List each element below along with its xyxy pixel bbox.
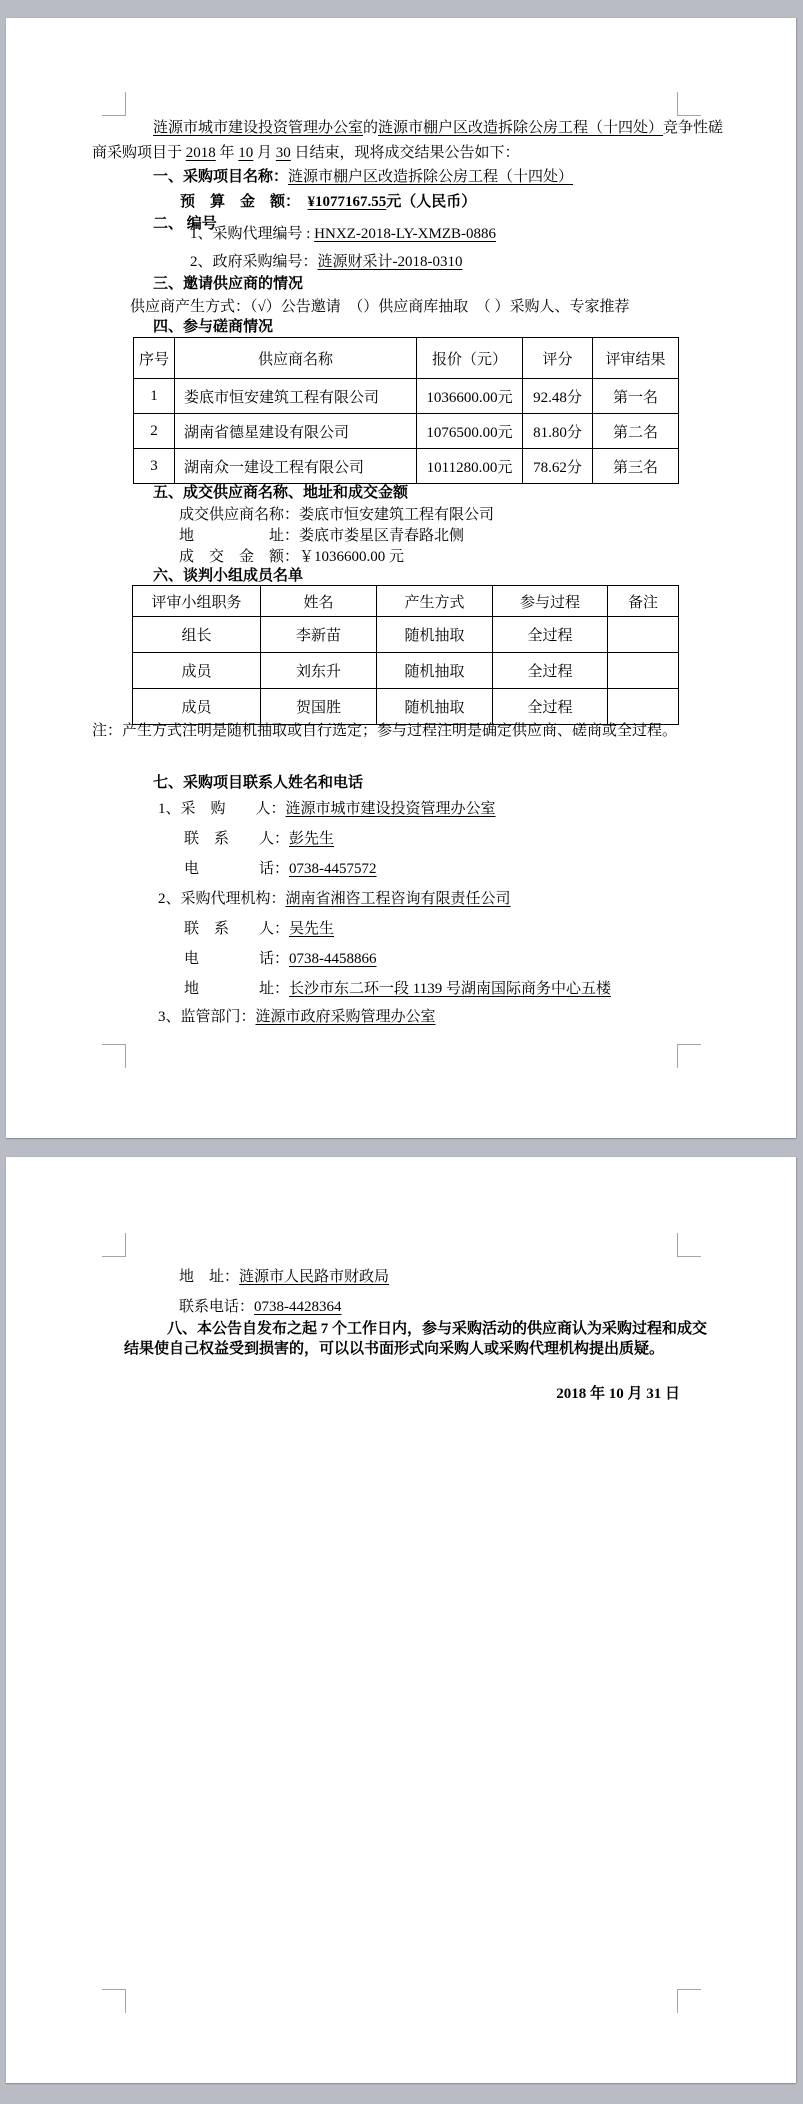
section-7-heading: 七、采购项目联系人姓名和电话	[153, 775, 364, 791]
supervisor-address-line: 地 址：涟源市人民路市财政局	[179, 1269, 390, 1285]
buyer-phone-line: 电 话：0738-4457572	[184, 861, 377, 877]
buyer-line: 1、采 购 人：涟源市城市建设投资管理办公室	[158, 801, 496, 817]
agency-contact-line: 联 系 人：吴先生	[184, 921, 335, 937]
col-header-supplier: 供应商名称	[175, 338, 417, 379]
supplier-method-line: 供应商产生方式：（√）公告邀请 （）供应商库抽取 （ ）采购人、专家推荐	[130, 299, 630, 315]
section-8-line-2: 结果使自己权益受到损害的，可以以书面形式向采购人或采购代理机构提出质疑。	[124, 1341, 665, 1357]
page-2	[6, 1157, 796, 2083]
agency-phone-line: 电 话：0738-4458866	[184, 951, 377, 967]
crop-mark-top-left-icon	[102, 1233, 126, 1257]
table-row: 成员 贺国胜 随机抽取 全过程	[133, 689, 679, 725]
crop-mark-top-right-icon	[677, 92, 701, 116]
crop-mark-top-left-icon	[102, 92, 126, 116]
col-header-seq: 序号	[134, 338, 175, 379]
col-header-selection: 产生方式	[377, 586, 493, 617]
section-6-heading: 六、谈判小组成员名单	[153, 568, 304, 584]
supervisor-line: 3、监管部门：涟源市政府采购管理办公室	[158, 1009, 436, 1025]
col-header-result: 评审结果	[593, 338, 679, 379]
agency-address-line: 地 址：长沙市东二环一段 1139 号湖南国际商务中心五楼	[184, 981, 611, 997]
agency-line: 2、采购代理机构：湖南省湘咨工程咨询有限责任公司	[158, 891, 511, 907]
crop-mark-bottom-right-icon	[677, 1044, 701, 1068]
table-row: 2 湖南省德星建设有限公司 1076500.00元 81.80分 第二名	[134, 414, 679, 449]
supervisor-phone-line: 联系电话：0738-4428364	[179, 1299, 342, 1315]
agency-code-line: 1、采购代理编号 : HNXZ-2018-LY-XMZB-0886	[190, 226, 496, 242]
announcement-date: 2018 年 10 月 31 日	[556, 1386, 680, 1402]
section-2-heading: 二、 编号	[153, 216, 217, 232]
col-header-remark: 备注	[608, 586, 679, 617]
col-header-participation: 参与过程	[493, 586, 608, 617]
buyer-contact-line: 联 系 人：彭先生	[184, 831, 335, 847]
section-5-heading: 五、成交供应商名称、地址和成交金额	[153, 485, 409, 501]
section-3-heading: 三、邀请供应商的情况	[153, 276, 304, 292]
col-header-name: 姓名	[261, 586, 377, 617]
table-row: 成员 刘东升 随机抽取 全过程	[133, 653, 679, 689]
table-row: 组长 李新苗 随机抽取 全过程	[133, 617, 679, 653]
crop-mark-bottom-left-icon	[102, 1989, 126, 2013]
intro-line-1: 涟源市城市建设投资管理办公室的涟源市棚户区改造拆除公房工程（十四处）竞争性磋	[153, 120, 724, 136]
intro-line-2: 商采购项目于 2018 年 10 月 30 日结束，现将成交结果公告如下：	[92, 145, 520, 161]
table-row: 1 娄底市恒安建筑工程有限公司 1036600.00元 92.48分 第一名	[134, 379, 679, 414]
bidders-table	[133, 337, 679, 484]
negotiation-panel-table	[132, 585, 679, 725]
section-8-line-1: 八、本公告自发布之起 7 个工作日内，参与采购活动的供应商认为采购过程和成交	[167, 1321, 708, 1337]
col-header-role: 评审小组职务	[133, 586, 261, 617]
table-header-row	[134, 338, 679, 379]
winner-amount-line: 成 交 金 额：￥1036600.00 元	[179, 549, 405, 565]
crop-mark-bottom-left-icon	[102, 1044, 126, 1068]
table-note: 注：产生方式注明是随机抽取或自行选定；参与过程注明是确定供应商、磋商或全过程。	[92, 723, 678, 739]
section-4-heading: 四、参与磋商情况	[153, 319, 274, 335]
table-header-row	[133, 586, 679, 617]
budget-line: 预 算 金 额： ¥1077167.55元（人民币）	[180, 194, 477, 210]
col-header-price: 报价（元）	[417, 338, 523, 379]
gov-code-line: 2、政府采购编号：涟源财采计-2018-0310	[190, 254, 463, 270]
winner-name-line: 成交供应商名称：娄底市恒安建筑工程有限公司	[179, 507, 495, 523]
table-row: 3 湖南众一建设工程有限公司 1011280.00元 78.62分 第三名	[134, 449, 679, 484]
col-header-score: 评分	[523, 338, 593, 379]
winner-address-line: 地 址：娄底市娄星区青春路北侧	[179, 528, 465, 544]
page-1	[6, 18, 796, 1138]
section-1-project-name: 一、采购项目名称：涟源市棚户区改造拆除公房工程（十四处）	[153, 169, 574, 185]
crop-mark-top-right-icon	[677, 1233, 701, 1257]
crop-mark-bottom-right-icon	[677, 1989, 701, 2013]
